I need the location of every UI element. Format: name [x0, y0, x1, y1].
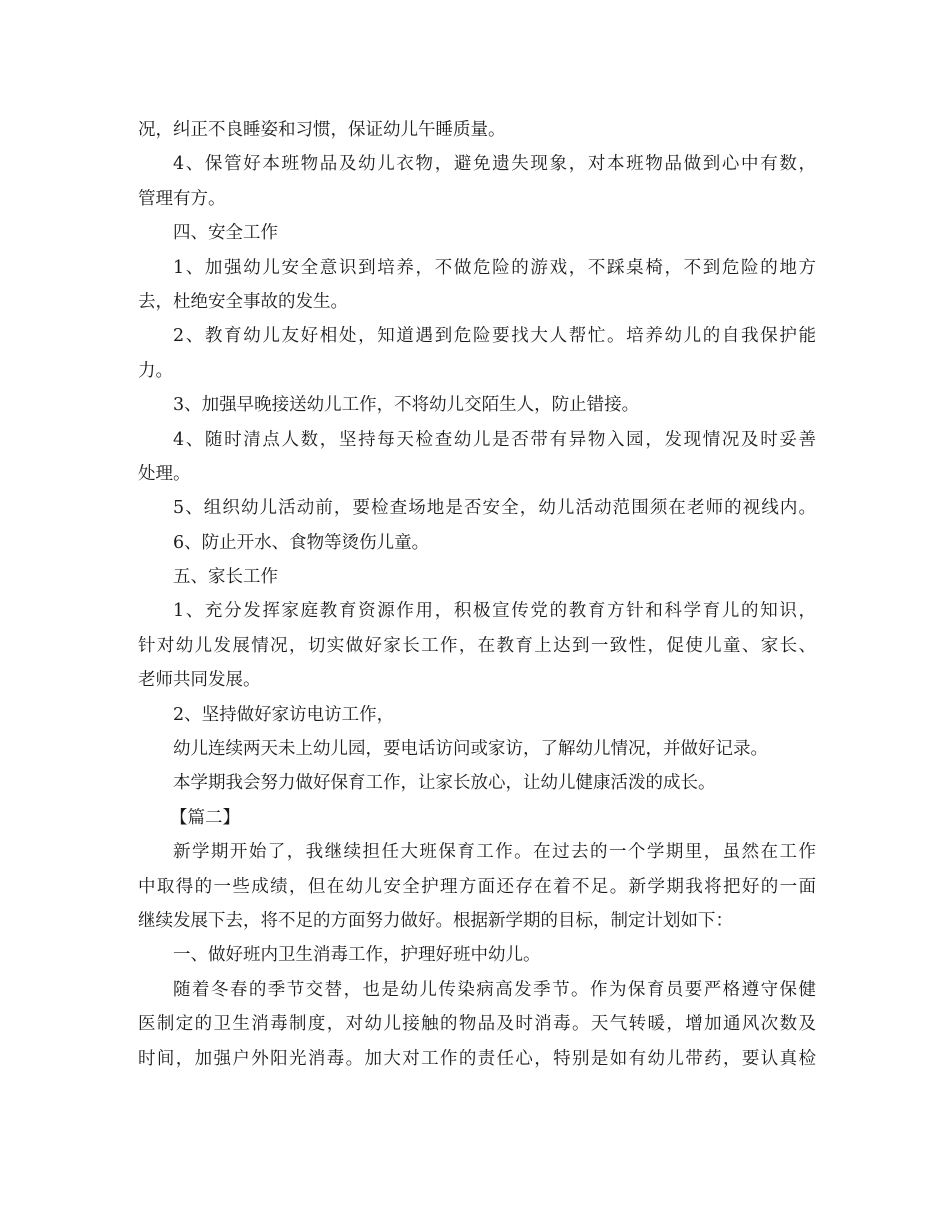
document-body — [138, 113, 816, 1076]
text-line: 6、防止开水、食物等烫伤儿童。 — [173, 532, 430, 553]
section-heading: 一、做好班内卫生消毒工作，护理好班中幼儿。 — [173, 945, 541, 966]
text-line: 4、保管好本班物品及幼儿衣物，避免遗失现象，对本班物品做到心中有数， — [173, 154, 816, 175]
text-line: 5、组织幼儿活动前，要检查场地是否安全，幼儿活动范围须在老师的视线内。 — [173, 498, 816, 519]
section-heading: 五、家长工作 — [173, 567, 278, 588]
text-line: 去，杜绝安全事故的发生。 — [138, 291, 348, 312]
text-line: 4、随时清点人数，坚持每天检查幼儿是否带有异物入园，发现情况及时妥善 — [173, 429, 816, 450]
text-line: 2、坚持做好家访电访工作， — [173, 704, 395, 725]
text-line: 幼儿连续两天未上幼儿园，要电话访问或家访，了解幼儿情况，并做好记录。 — [173, 739, 768, 760]
text-line: 针对幼儿发展情况，切实做好家长工作，在教育上达到一致性，促使儿童、家长、 — [138, 635, 816, 656]
text-line: 中取得的一些成绩，但在幼儿安全护理方面还存在着不足。新学期我将把好的一面 — [138, 876, 816, 897]
section-title: 【篇二】 — [170, 807, 240, 828]
text-line: 新学期开始了，我继续担任大班保育工作。在过去的一个学期里，虽然在工作 — [173, 842, 816, 863]
text-line: 1、加强幼儿安全意识到培养，不做危险的游戏，不踩桌椅，不到危险的地方 — [173, 257, 816, 278]
text-line: 医制定的卫生消毒制度，对幼儿接触的物品及时消毒。天气转暖，增加通风次数及 — [138, 1014, 816, 1035]
text-line: 2、教育幼儿友好相处，知道遇到危险要找大人帮忙。培养幼儿的自我保护能 — [173, 326, 816, 347]
text-line: 本学期我会努力做好保育工作，让家长放心，让幼儿健康活泼的成长。 — [173, 773, 716, 794]
text-line: 3、加强早晚接送幼儿工作，不将幼儿交陌生人，防止错接。 — [173, 395, 640, 416]
text-line: 1、充分发挥家庭教育资源作用，积极宣传党的教育方针和科学育儿的知识， — [173, 601, 816, 622]
text-line: 管理有方。 — [138, 188, 226, 209]
text-line: 随着冬春的季节交替，也是幼儿传染病高发季节。作为保育员要严格遵守保健 — [173, 979, 816, 1000]
text-line: 老师共同发展。 — [138, 670, 261, 691]
text-line: 况，纠正不良睡姿和习惯，保证幼儿午睡质量。 — [138, 120, 506, 140]
text-line: 处理。 — [138, 463, 191, 484]
text-line: 继续发展下去，将不足的方面努力做好。根据新学期的目标，制定计划如下： — [138, 910, 733, 931]
text-line: 力。 — [138, 360, 173, 381]
text-line: 时间，加强户外阳光消毒。加大对工作的责任心，特别是如有幼儿带药，要认真检 — [138, 1048, 816, 1069]
section-heading: 四、安全工作 — [173, 223, 278, 244]
